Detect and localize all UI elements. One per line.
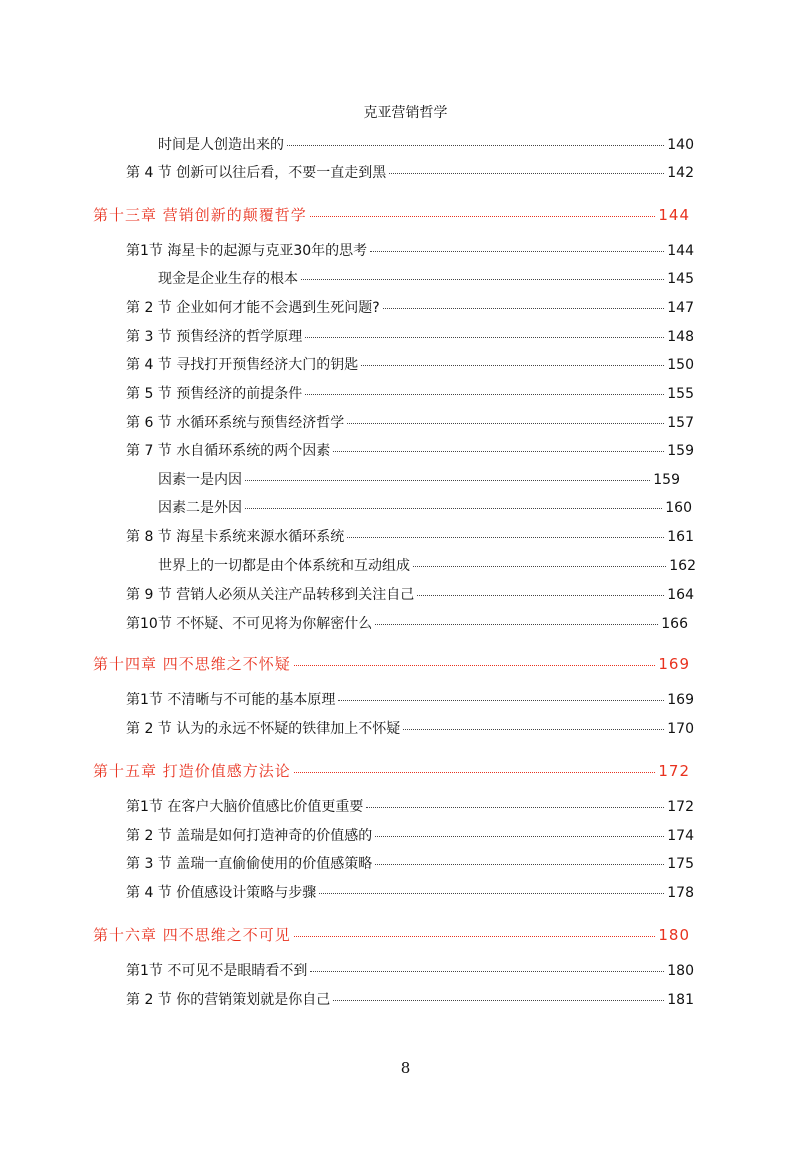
toc-entry-page: 144	[658, 206, 690, 224]
toc-entry-title: 第 2 节 你的营销策划就是你自己	[126, 992, 331, 1008]
toc-dot-leader	[417, 595, 664, 596]
toc-dot-leader	[301, 279, 664, 280]
toc-section-entry	[126, 298, 694, 318]
toc-dot-leader	[333, 1000, 664, 1001]
toc-entry-page: 160	[665, 500, 692, 516]
toc-section-entry	[126, 241, 694, 261]
toc-section-entry	[126, 883, 694, 903]
toc-entry-title: 第 3 节 盖瑞一直偷偷使用的价值感策略	[126, 856, 373, 872]
toc-entry-page: 172	[667, 799, 694, 815]
toc-entry-page: 180	[658, 926, 690, 944]
toc-chapter-entry	[93, 654, 690, 674]
toc-entry-page: 172	[658, 762, 690, 780]
page-number: 8	[400, 1059, 411, 1077]
toc-section-entry	[126, 826, 694, 846]
toc-section-entry	[126, 614, 688, 634]
toc-entry-title: 第 9 节 营销人必须从关注产品转移到关注自己	[126, 587, 415, 603]
toc-dot-leader	[305, 337, 664, 338]
toc-entry-page: 147	[667, 300, 694, 316]
toc-section-entry	[126, 441, 694, 461]
toc-dot-leader	[338, 700, 664, 701]
toc-entry-page: 166	[661, 616, 688, 632]
toc-entry-title: 世界上的一切都是由个体系统和互动组成	[158, 558, 410, 574]
toc-subsection-entry	[158, 135, 694, 155]
toc-dot-leader	[333, 451, 664, 452]
toc-section-entry	[126, 961, 694, 981]
toc-dot-leader	[375, 624, 658, 625]
toc-entry-title: 第 7 节 水自循环系统的两个因素	[126, 443, 331, 459]
toc-section-entry	[126, 413, 694, 433]
toc-entry-title: 第10节 不怀疑、不可见将为你解密什么	[126, 616, 373, 632]
toc-section-entry	[126, 327, 694, 347]
toc-entry-page: 180	[667, 963, 694, 979]
toc-entry-title: 第1节 在客户大脑价值感比价值更重要	[126, 799, 364, 815]
toc-entry-page: 148	[667, 329, 694, 345]
toc-subsection-entry	[158, 269, 694, 289]
toc-section-entry	[126, 527, 694, 547]
toc-entry-page: 175	[667, 856, 694, 872]
toc-entry-title: 第 5 节 预售经济的前提条件	[126, 386, 303, 402]
toc-dot-leader	[294, 772, 656, 773]
toc-dot-leader	[294, 665, 656, 666]
toc-entry-title: 第 8 节 海星卡系统来源水循环系统	[126, 529, 345, 545]
toc-entry-page: 162	[669, 558, 696, 574]
toc-dot-leader	[305, 394, 664, 395]
toc-entry-title: 时间是人创造出来的	[158, 137, 284, 153]
toc-dot-leader	[245, 508, 662, 509]
toc-entry-page: 169	[667, 692, 694, 708]
toc-chapter-entry	[93, 205, 690, 225]
toc-entry-page: 155	[667, 386, 694, 402]
toc-entry-title: 第 6 节 水循环系统与预售经济哲学	[126, 415, 345, 431]
toc-dot-leader	[319, 893, 664, 894]
toc-entry-title: 第 4 节 价值感设计策略与步骤	[126, 885, 317, 901]
toc-entry-title: 第 4 节 寻找打开预售经济大门的钥匙	[126, 357, 359, 373]
toc-dot-leader	[413, 566, 666, 567]
toc-entry-page: 145	[667, 271, 694, 287]
toc-dot-leader	[347, 423, 664, 424]
toc-entry-title: 第 4 节 创新可以往后看，不要一直走到黑	[126, 165, 387, 181]
toc-entry-title: 第1节 不可见不是眼睛看不到	[126, 963, 308, 979]
toc-section-entry	[126, 384, 694, 404]
toc-section-entry	[126, 854, 694, 874]
toc-entry-page: 150	[667, 357, 694, 373]
toc-dot-leader	[310, 216, 656, 217]
toc-dot-leader	[287, 145, 664, 146]
toc-dot-leader	[389, 173, 664, 174]
toc-entry-title: 第 2 节 企业如何才能不会遇到生死问题?	[126, 300, 380, 316]
toc-entry-page: 157	[667, 415, 694, 431]
toc-dot-leader	[245, 480, 650, 481]
toc-dot-leader	[294, 936, 656, 937]
toc-entry-title: 现金是企业生存的根本	[158, 271, 298, 287]
toc-entry-title: 第 2 节 认为的永远不怀疑的铁律加上不怀疑	[126, 721, 401, 737]
toc-section-entry	[126, 690, 694, 710]
toc-section-entry	[126, 797, 694, 817]
toc-entry-page: 174	[667, 828, 694, 844]
toc-entry-title: 第十六章 四不思维之不可见	[93, 926, 291, 944]
toc-entry-title: 第 3 节 预售经济的哲学原理	[126, 329, 303, 345]
toc-section-entry	[126, 355, 694, 375]
toc-dot-leader	[375, 836, 664, 837]
toc-section-entry	[126, 990, 694, 1010]
toc-dot-leader	[370, 251, 664, 252]
toc-entry-title: 第十三章 营销创新的颠覆哲学	[93, 206, 307, 224]
toc-dot-leader	[375, 864, 664, 865]
toc-entry-page: 142	[667, 165, 694, 181]
toc-chapter-entry	[93, 761, 690, 781]
toc-entry-page: 169	[658, 655, 690, 673]
toc-entry-page: 140	[667, 137, 694, 153]
toc-section-entry	[126, 585, 694, 605]
toc-subsection-entry	[158, 470, 680, 490]
toc-dot-leader	[361, 365, 664, 366]
toc-subsection-entry	[158, 498, 692, 518]
toc-dot-leader	[403, 729, 664, 730]
toc-entry-title: 因素一是内因	[158, 472, 242, 488]
toc-chapter-entry	[93, 925, 690, 945]
toc-dot-leader	[310, 971, 664, 972]
toc-entry-title: 第1节 海星卡的起源与克亚30年的思考	[126, 243, 368, 259]
toc-dot-leader	[383, 308, 665, 309]
toc-entry-page: 159	[667, 443, 694, 459]
toc-section-entry	[126, 719, 694, 739]
toc-entry-page: 170	[667, 721, 694, 737]
toc-entry-title: 第1节 不清晰与不可能的基本原理	[126, 692, 336, 708]
toc-entry-page: 159	[653, 472, 680, 488]
toc-entry-page: 144	[667, 243, 694, 259]
running-title: 克亚营销哲学	[363, 105, 448, 121]
toc-entry-page: 178	[667, 885, 694, 901]
toc-entry-page: 164	[667, 587, 694, 603]
toc-entry-title: 第十五章 打造价值感方法论	[93, 762, 291, 780]
toc-dot-leader	[366, 807, 664, 808]
toc-dot-leader	[347, 537, 664, 538]
toc-section-entry	[126, 163, 694, 183]
toc-entry-title: 第 2 节 盖瑞是如何打造神奇的价值感的	[126, 828, 373, 844]
toc-subsection-entry	[158, 556, 696, 576]
toc-entry-title: 因素二是外因	[158, 500, 242, 516]
toc-entry-page: 161	[667, 529, 694, 545]
toc-entry-page: 181	[667, 992, 694, 1008]
toc-entry-title: 第十四章 四不思维之不怀疑	[93, 655, 291, 673]
